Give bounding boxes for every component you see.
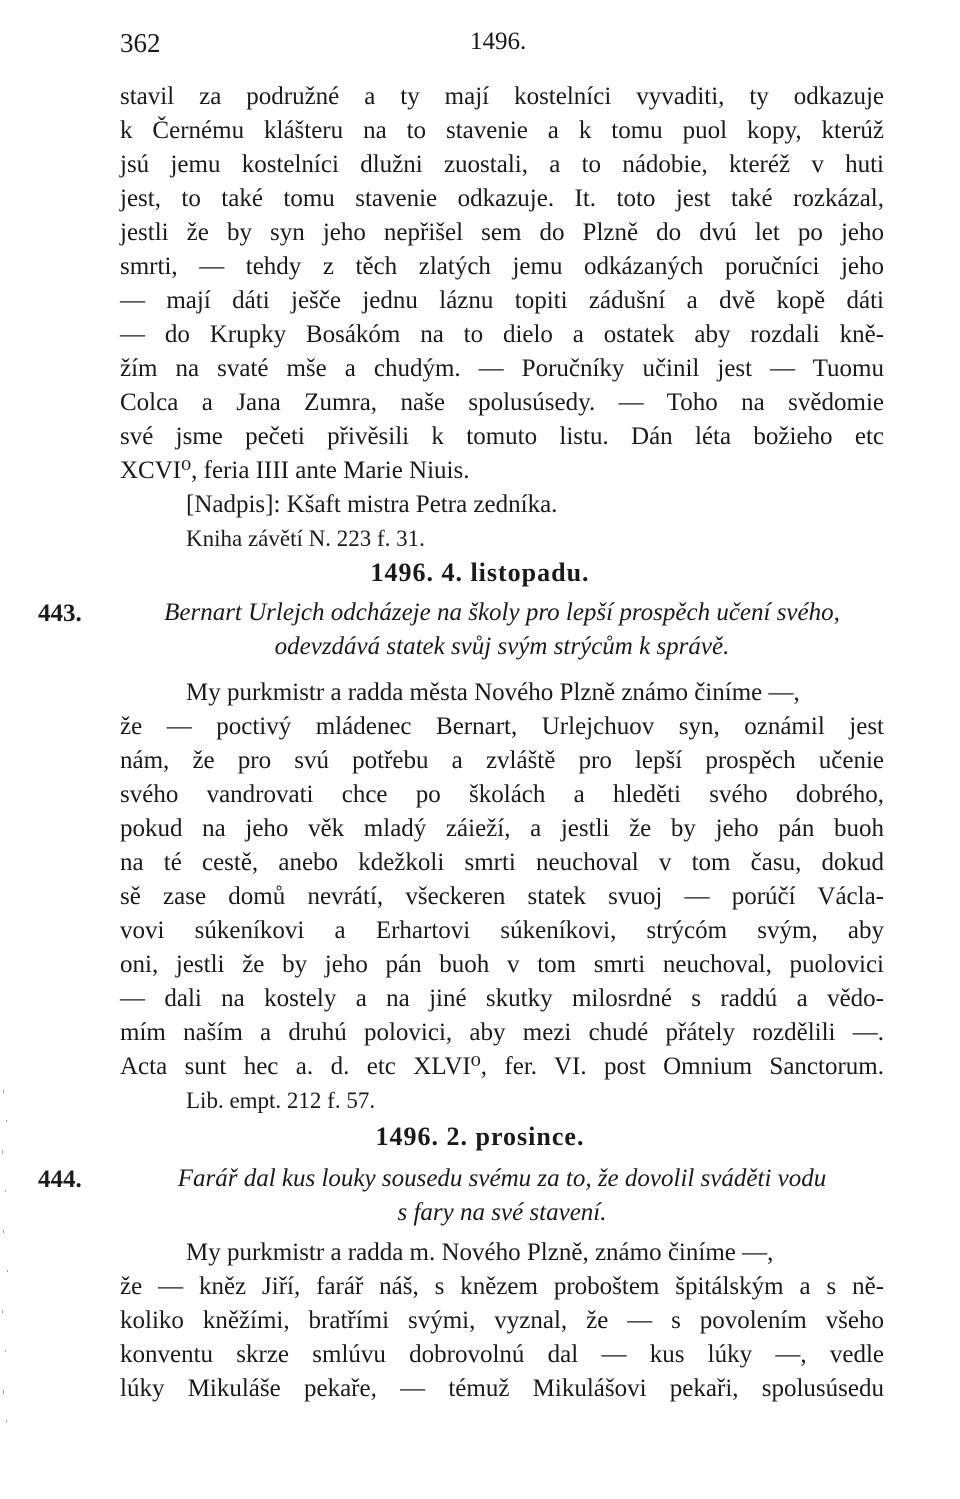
text-line: koliko kněžími, bratřími svými, vyznal, že — s povolením všeho [120,1307,884,1334]
text-line: že — kněz Jiří, farář náš, s knězem proboštem špitálským a s ně- [120,1273,884,1300]
text-line: své jsme pečeti přivěsili k tomuto listu. Dán léta božieho etc [120,423,884,450]
text-line: XCVI⁰, feria IIII ante Marie Niuis. [120,457,470,484]
entry-442-text [120,80,884,556]
text-line: na té cestě, anebo kdežkoli smrti neuchoval v tom času, dokud [120,849,884,876]
text-line: Colca a Jana Zumra, naše spolusúsedy. — Toho na svědomie [120,389,884,416]
text-line: My purkmistr a radda města Nového Plzně známo činíme —, [186,679,800,706]
text-line: mím naším a druhú polovici, aby mezi chudé přátely rozdělili —. [120,1019,884,1046]
regest-line: odevzdává statek svůj svým strýcům k správě. [274,633,730,660]
text-line: nám, že pro svú potřebu a zvláště pro lepší prospěch učenie [120,747,884,774]
text-line: — do Krupky Bosákóm na to dielo a ostatek aby rozdali kně- [120,321,884,348]
text-line: žím na svaté mše a chudým. — Poručníky učinil jest — Tuomu [120,355,884,382]
text-line: — mají dáti ješče jednu láznu topiti zádušní a dvě kopě dáti [120,287,884,314]
regest-line: s fary na své stavení. [397,1199,607,1226]
entry-443-number: 443. [38,600,82,627]
entry-443-text [120,676,884,1118]
regest-line: Farář dal kus louky sousedu svému za to, že dovolil sváděti vodu [177,1165,827,1192]
text-line: že — poctivý mládenec Bernart, Urlejchuov syn, oznámil jest [120,713,884,740]
source-citation: Kniha závětí N. 223 f. 31. [186,526,425,551]
entry-443-regest [120,596,884,664]
text-line: lúky Mikuláše pekaře, — témuž Mikulášovi pekaři, spolusúsedu [120,1375,884,1402]
text-line: Acta sunt hec a. d. etc XLVI⁰, fer. VI. post Omnium Sanctorum. [120,1053,884,1080]
entry-444-text [120,1236,884,1406]
running-header-year: 1496. [470,28,527,55]
text-line: — dali na kostely a na jiné skutky milosrdné s raddú a vědo- [120,985,884,1012]
text-line: vovi súkeníkovi a Erhartovi súkeníkovi, strýcóm svým, aby [120,917,884,944]
page-number: 362 [120,28,161,58]
source-citation: Lib. empt. 212 f. 57. [186,1088,376,1113]
text-line: My purkmistr a radda m. Nového Plzně, známo činíme —, [186,1239,774,1266]
text-line: smrti, — tehdy z těch zlatých jemu odkázaných poručníci jeho [120,253,884,280]
regest-line: Bernart Urlejch odcházeje na školy pro lepší prospěch učení svého, [164,599,840,626]
text-line: jest, to také tomu stavenie odkazuje. It. toto jest také rozkázal, [120,185,884,212]
text-line: pokud na jeho věk mladý záieží, a jestli že by jeho pán buoh [120,815,884,842]
text-line: svého vandrovati chce po školách a hleděti svého dobrého, [120,781,884,808]
text-line: oni, jestli že by jeho pán buoh v tom smrti neuchoval, puolovici [120,951,884,978]
text-line: konventu skrze smlúvu dobrovolnú dal — kus lúky —, vedle [120,1341,884,1368]
entry-444-regest [120,1162,884,1230]
heading-note: [Nadpis]: Kšaft mistra Petra zedníka. [186,491,558,518]
entry-443-date: 1496. 4. listopadu. [370,558,590,587]
text-line: sě zase domů nevrátí, všeckeren statek svuoj — porúčí Václa- [120,883,884,910]
text-line: jestli že by syn jeho nepřišel sem do Plzně do dvú let po jeho [120,219,884,246]
text-line: k Černému klášteru na to stavenie a k tomu puol kopy, kterúž [120,117,884,144]
entry-444-number: 444. [38,1166,82,1193]
text-line: jsú jemu kostelníci dlužni zuostali, a to nádobie, kteréž v huti [120,151,884,178]
text-line: stavil za podružné a ty mají kostelníci vyvaditi, ty odkazuje [120,83,884,110]
entry-444-date: 1496. 2. prosince. [375,1122,585,1151]
scan-edge-noise [0,1080,24,1440]
